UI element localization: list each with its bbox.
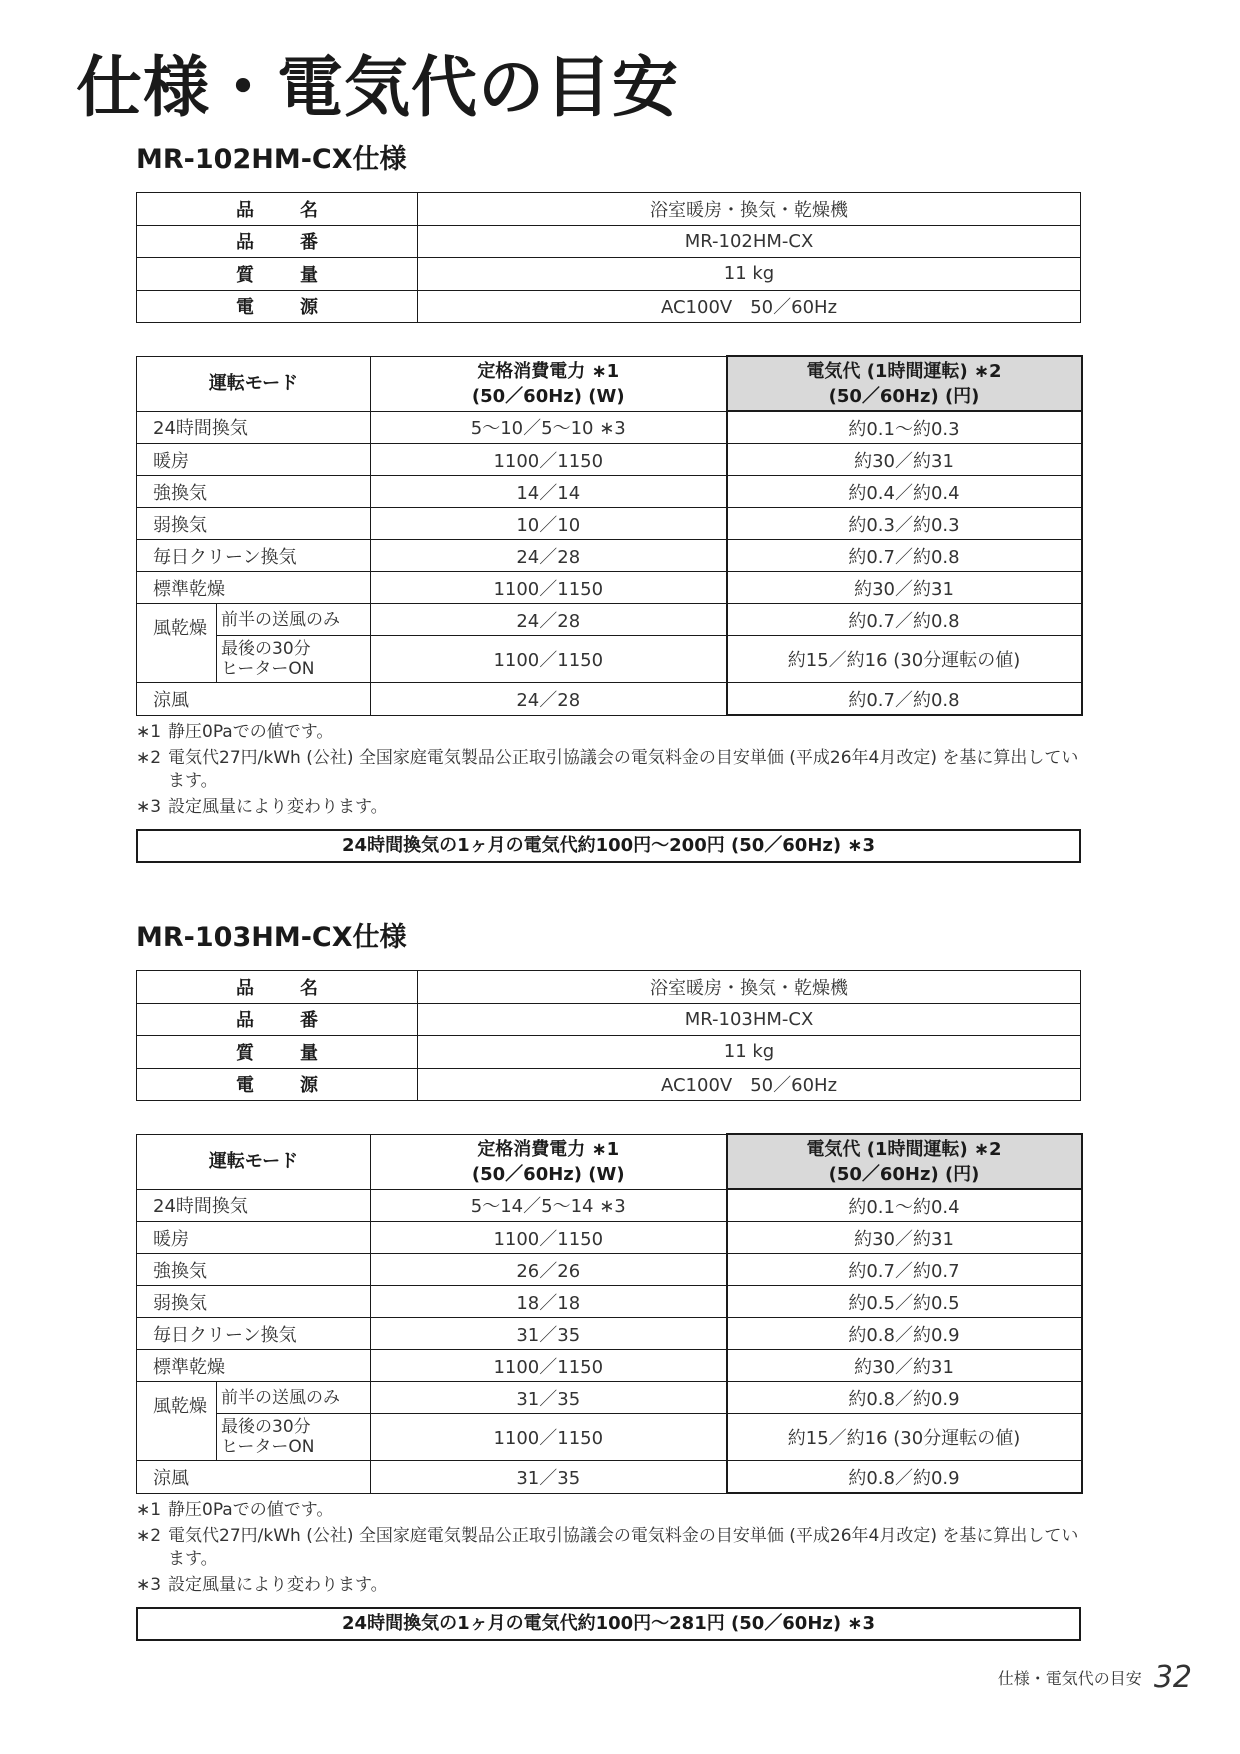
header-mode: 運転モード (137, 1134, 371, 1189)
table-row (137, 1286, 1082, 1318)
mode-name: 強換気 (137, 476, 371, 508)
cost-value: 約0.5／約0.5 (727, 1286, 1082, 1318)
sub-mode-name: 最後の30分 ヒーターON (217, 636, 371, 683)
mode-name: 暖房 (137, 1222, 371, 1254)
cost-value: 約30／約31 (727, 572, 1082, 604)
footnotes (136, 721, 1086, 819)
spec-row (137, 193, 1081, 226)
cost-value: 約30／約31 (727, 1350, 1082, 1382)
table-row (137, 1382, 1082, 1414)
spec-label: 品番 (137, 225, 418, 258)
cost-value: 約0.3／約0.3 (727, 508, 1082, 540)
power-value: 26／26 (371, 1254, 727, 1286)
cost-value: 約30／約31 (727, 444, 1082, 476)
page-footer (998, 1660, 1192, 1695)
table-header-row (137, 1134, 1082, 1189)
power-value: 18／18 (371, 1286, 727, 1318)
header-power: 定格消費電力 ∗1 (50／60Hz) (W) (371, 356, 727, 411)
table-row (137, 1318, 1082, 1350)
monthly-cost-summary: 24時間換気の1ヶ月の電気代約100円〜200円 (50／60Hz) ∗3 (136, 829, 1081, 863)
mode-name: 毎日クリーン換気 (137, 1318, 371, 1350)
spec-row (137, 1068, 1081, 1101)
header-mode: 運転モード (137, 356, 371, 411)
mode-group-name: 風乾燥 (137, 1382, 217, 1461)
table-row (137, 444, 1082, 476)
power-value: 1100／1150 (371, 1350, 727, 1382)
spec-value: MR-103HM-CX (418, 1003, 1081, 1036)
footnote: ∗2 電気代27円/kWh (公社) 全国家庭電気製品公正取引協議会の電気料金の目安単価 (平成26年4月改定) を基に算出しています。 (136, 1526, 1079, 1569)
sub-mode-name: 最後の30分 ヒーターON (217, 1414, 371, 1461)
mode-name: 弱換気 (137, 508, 371, 540)
mode-name: 涼風 (137, 1461, 371, 1494)
spec-row (137, 1003, 1081, 1036)
power-value: 5〜10／5〜10 ∗3 (371, 411, 727, 444)
power-value: 31／35 (371, 1318, 727, 1350)
footnote: ∗3 設定風量により変わります。 (136, 1575, 388, 1595)
page-number: 32 (1153, 1660, 1192, 1695)
footnote: ∗3 設定風量により変わります。 (136, 797, 388, 817)
mode-name: 24時間換気 (137, 1189, 371, 1222)
table-row (137, 1189, 1082, 1222)
spec-label: 質量 (137, 258, 418, 291)
cost-value: 約0.1〜約0.3 (727, 411, 1082, 444)
spec-row (137, 258, 1081, 291)
spec-value: 浴室暖房・換気・乾燥機 (418, 971, 1081, 1004)
power-cost-table (136, 1133, 1083, 1494)
power-value: 1100／1150 (371, 1222, 727, 1254)
footnotes (136, 1499, 1086, 1597)
footnote: ∗2 電気代27円/kWh (公社) 全国家庭電気製品公正取引協議会の電気料金の目安単価 (平成26年4月改定) を基に算出しています。 (136, 748, 1079, 791)
spec-value: 11 kg (418, 1036, 1081, 1069)
table-row (137, 604, 1082, 636)
spec-label: 品名 (137, 971, 418, 1004)
power-value: 10／10 (371, 508, 727, 540)
mode-group-name: 風乾燥 (137, 604, 217, 683)
spec-row (137, 1036, 1081, 1069)
cost-value: 約0.7／約0.8 (727, 683, 1082, 716)
mode-name: 暖房 (137, 444, 371, 476)
monthly-cost-summary: 24時間換気の1ヶ月の電気代約100円〜281円 (50／60Hz) ∗3 (136, 1607, 1081, 1641)
sub-mode-name: 前半の送風のみ (217, 1382, 371, 1414)
table-header-row (137, 356, 1082, 411)
power-value: 5〜14／5〜14 ∗3 (371, 1189, 727, 1222)
table-row (137, 411, 1082, 444)
spec-row (137, 971, 1081, 1004)
table-row (137, 1461, 1082, 1494)
power-value: 24／28 (371, 683, 727, 716)
spec-value: MR-102HM-CX (418, 225, 1081, 258)
footnote: ∗1 静圧0Paでの値です。 (136, 1500, 334, 1520)
page-title: 仕様・電気代の目安 (76, 49, 679, 126)
spec-label: 品名 (137, 193, 418, 226)
cost-value: 約0.7／約0.7 (727, 1254, 1082, 1286)
cost-value: 約0.4／約0.4 (727, 476, 1082, 508)
section-heading: MR-103HM-CX仕様 (136, 922, 407, 953)
spec-label: 電源 (137, 1068, 418, 1101)
mode-name: 弱換気 (137, 1286, 371, 1318)
power-value: 1100／1150 (371, 572, 727, 604)
spec-value: AC100V 50／60Hz (418, 1068, 1081, 1101)
table-row (137, 1222, 1082, 1254)
spec-label: 品番 (137, 1003, 418, 1036)
spec-label: 質量 (137, 1036, 418, 1069)
power-value: 31／35 (371, 1461, 727, 1494)
spec-value: AC100V 50／60Hz (418, 290, 1081, 323)
cost-value: 約0.8／約0.9 (727, 1318, 1082, 1350)
model-section-mr-103hm-cx (136, 918, 1086, 1641)
cost-value: 約0.1〜約0.4 (727, 1189, 1082, 1222)
header-cost: 電気代 (1時間運転) ∗2 (50／60Hz) (円) (727, 356, 1082, 411)
footer-label: 仕様・電気代の目安 (997, 1669, 1142, 1688)
cost-value: 約15／約16 (30分運転の値) (727, 636, 1082, 683)
header-cost: 電気代 (1時間運転) ∗2 (50／60Hz) (円) (727, 1134, 1082, 1189)
power-value: 31／35 (371, 1382, 727, 1414)
spec-table (136, 192, 1081, 323)
cost-value: 約15／約16 (30分運転の値) (727, 1414, 1082, 1461)
spec-row (137, 290, 1081, 323)
power-value: 1100／1150 (371, 444, 727, 476)
spec-row (137, 225, 1081, 258)
cost-value: 約0.8／約0.9 (727, 1382, 1082, 1414)
mode-name: 涼風 (137, 683, 371, 716)
header-power: 定格消費電力 ∗1 (50／60Hz) (W) (371, 1134, 727, 1189)
table-row (137, 508, 1082, 540)
cost-value: 約0.8／約0.9 (727, 1461, 1082, 1494)
power-value: 1100／1150 (371, 636, 727, 683)
power-cost-table (136, 355, 1083, 716)
section-heading: MR-102HM-CX仕様 (136, 144, 407, 175)
footnote: ∗1 静圧0Paでの値です。 (136, 722, 334, 742)
cost-value: 約0.7／約0.8 (727, 604, 1082, 636)
spec-value: 11 kg (418, 258, 1081, 291)
power-value: 24／28 (371, 604, 727, 636)
spec-label: 電源 (137, 290, 418, 323)
sub-mode-name: 前半の送風のみ (217, 604, 371, 636)
table-row (137, 476, 1082, 508)
spec-value: 浴室暖房・換気・乾燥機 (418, 193, 1081, 226)
cost-value: 約30／約31 (727, 1222, 1082, 1254)
table-row (137, 636, 1082, 683)
cost-value: 約0.7／約0.8 (727, 540, 1082, 572)
mode-name: 強換気 (137, 1254, 371, 1286)
power-value: 24／28 (371, 540, 727, 572)
table-row (137, 683, 1082, 716)
mode-name: 毎日クリーン換気 (137, 540, 371, 572)
table-row (137, 1254, 1082, 1286)
mode-name: 標準乾燥 (137, 1350, 371, 1382)
model-section-mr-102hm-cx (136, 140, 1086, 863)
table-row (137, 572, 1082, 604)
power-value: 14／14 (371, 476, 727, 508)
table-row (137, 1350, 1082, 1382)
mode-name: 24時間換気 (137, 411, 371, 444)
power-value: 1100／1150 (371, 1414, 727, 1461)
table-row (137, 540, 1082, 572)
spec-table (136, 970, 1081, 1101)
table-row (137, 1414, 1082, 1461)
mode-name: 標準乾燥 (137, 572, 371, 604)
